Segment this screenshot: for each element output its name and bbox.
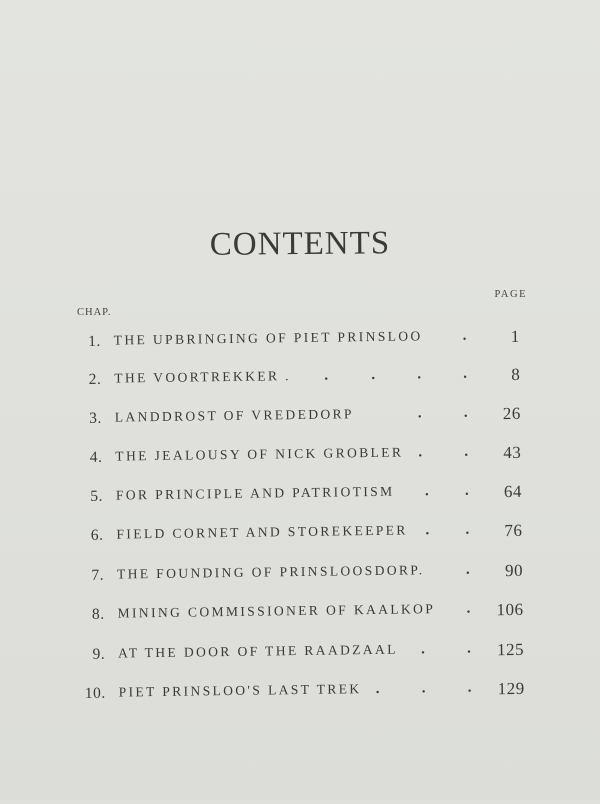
chapter-title: THE FOUNDING OF PRINSLOOSDORP. [116, 562, 425, 582]
page-number: 43 [503, 442, 522, 463]
leader-dot: . [375, 680, 380, 697]
chapter-title: MINING COMMISSIONER OF KAALKOP [117, 601, 436, 621]
toc-entry [1, 599, 600, 631]
chapter-number: 7. [91, 566, 105, 584]
toc-entry [0, 326, 598, 358]
toc-entry [0, 481, 600, 513]
leader-dot: . [420, 641, 425, 658]
chapter-title: THE JEALOUSY OF NICK GROBLER [115, 444, 404, 464]
chapter-number: 4. [89, 448, 103, 466]
page-number: 106 [496, 599, 524, 620]
toc-entry [2, 639, 600, 671]
page-number: 1 [510, 326, 520, 347]
page-title: CONTENTS [209, 225, 391, 263]
leader-dot: . [324, 367, 329, 384]
leader-dot: . [467, 679, 472, 696]
page-number: 76 [504, 520, 523, 541]
chapter-title: FIELD CORNET AND STOREKEEPER [116, 522, 408, 542]
leader-dot: . [421, 680, 426, 697]
toc-entry [0, 442, 600, 474]
chapter-title: THE UPBRINGING OF PIET PRINSLOO [113, 328, 423, 348]
chapter-column-label: CHAP. [77, 307, 112, 318]
chapter-title: PIET PRINSLOO'S LAST TREK [118, 681, 362, 700]
page-number: 8 [511, 364, 521, 385]
leader-dot: . [466, 600, 471, 617]
chapter-number: 1. [88, 332, 101, 350]
chapter-title: THE VOORTREKKER . [114, 368, 291, 386]
chapter-number: 2. [88, 370, 102, 388]
chapter-title: LANDDROST OF VREDEDORP [114, 406, 354, 425]
toc-entry [3, 678, 600, 710]
page-number: 125 [496, 639, 525, 660]
leader-dot: . [465, 521, 470, 538]
chapter-title: AT THE DOOR OF THE RAADZAAL [118, 641, 398, 661]
page-column-label: PAGE [494, 289, 527, 300]
leader-dot: . [463, 365, 468, 382]
leader-dot: . [424, 483, 429, 500]
leader-dot: . [417, 405, 422, 422]
chapter-number: 8. [91, 605, 105, 623]
page-number: 129 [497, 678, 525, 699]
page-number: 90 [504, 560, 524, 581]
toc-entry [0, 403, 599, 435]
chapter-number: 5. [90, 487, 104, 505]
toc-entry [1, 560, 600, 592]
leader-dot: . [464, 443, 469, 460]
chapter-number: 6. [90, 526, 104, 544]
leader-dot: . [462, 327, 467, 344]
leader-dot: . [371, 366, 376, 383]
toc-entry [0, 520, 600, 552]
page-number: 64 [503, 481, 523, 502]
page-number: 26 [502, 403, 521, 424]
chapter-title: FOR PRINCIPLE AND PATRIOTISM [115, 483, 395, 503]
chapter-number: 10. [84, 684, 106, 703]
leader-dot: . [425, 522, 430, 539]
leader-dot: . [464, 482, 469, 499]
leader-dot: . [417, 366, 422, 383]
toc-entry [0, 364, 598, 396]
leader-dot: . [463, 404, 468, 421]
leader-dot: . [418, 444, 423, 461]
leader-dot: . [466, 640, 471, 657]
leader-dot: . [465, 561, 470, 578]
chapter-number: 9. [92, 645, 106, 663]
chapter-number: 3. [89, 409, 102, 427]
